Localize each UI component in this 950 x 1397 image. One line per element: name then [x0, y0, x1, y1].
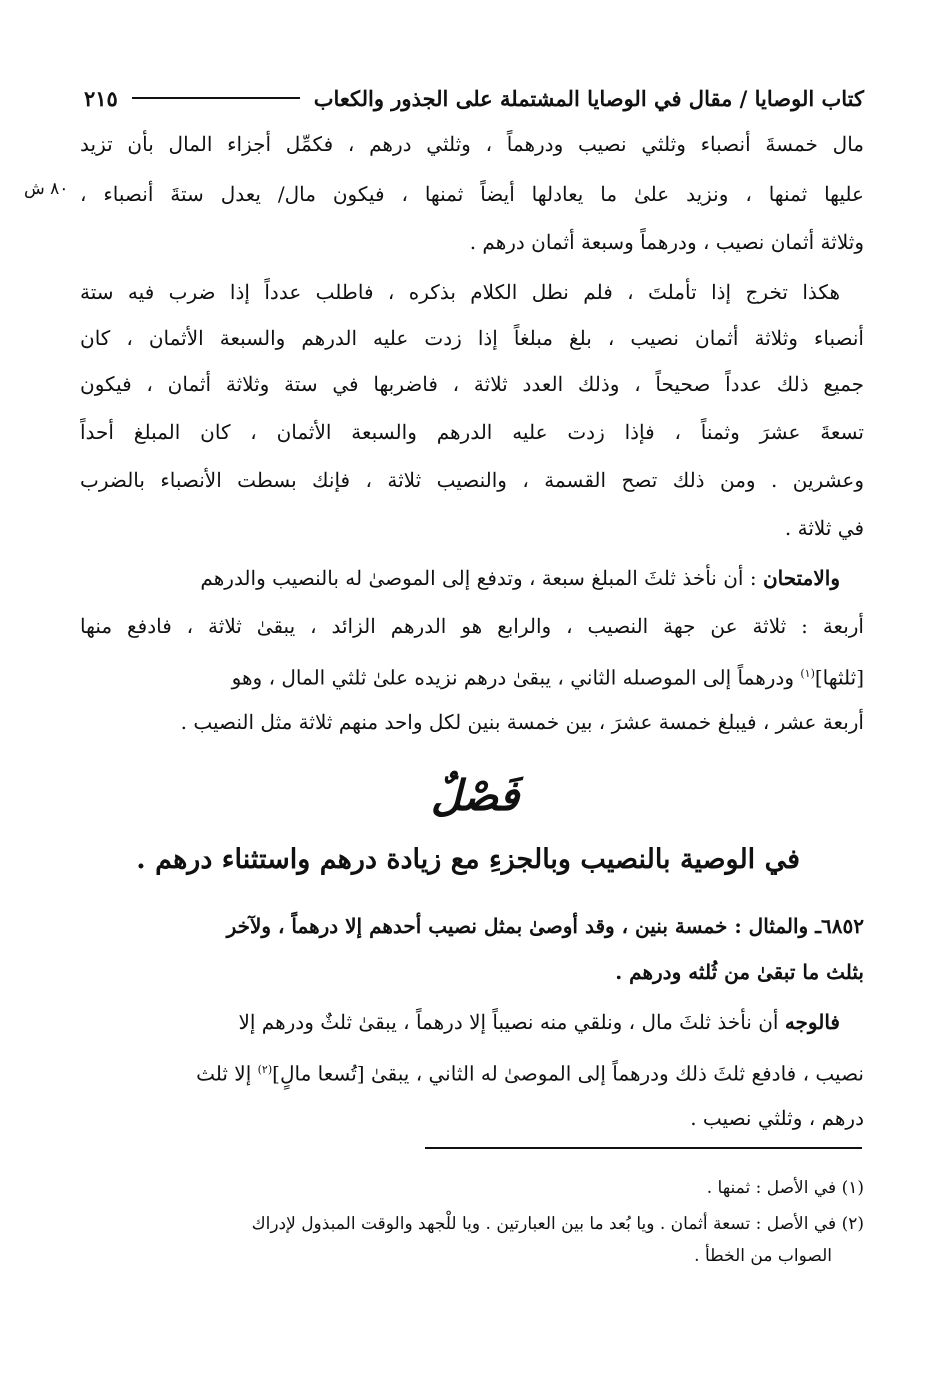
text-line: بثلث ما تبقىٰ من ثُلثه ودرهم .: [615, 960, 864, 984]
lead-word: والامتحان: [762, 566, 840, 590]
text-line: درهم ، وثلثي نصيب .: [690, 1106, 864, 1130]
text-line: وثلاثة أثمان نصيب ، ودرهماً وسبعة أثمان درهم .: [469, 230, 864, 254]
text-line: جميع ذلك عدداً صحيحاً ، وذلك العدد ثلاثة ، فاضربها في ستة وثلاثة أثمان ، فيكون: [80, 372, 864, 396]
header-rule: [132, 97, 300, 99]
text-line: ٦٨٥٢ـ والمثال : خمسة بنين ، وقد أوصىٰ بمثل نصيب أحدهم إلا درهماً ، ولآخر: [226, 914, 864, 938]
text-span: نصيب ، فادفع ثلثَ ذلك ودرهماً إلى الموصىٰ له الثاني ، يبقىٰ [تُسعا مالٍ]: [272, 1061, 864, 1086]
text-line: عليها ثمنها ، ونزيد علىٰ ما يعادلها أيضاً ثمنها ، فيكون مال/ يعدل ستةَ أنصباء ،: [80, 182, 864, 206]
footnote-ref: (٢): [257, 1063, 273, 1076]
text-line: أنصباء وثلاثة أثمان نصيب ، بلغ مبلغاً إذا زدت عليه الدرهم والسبعة الأثمان ، كان: [80, 326, 864, 350]
header-title: كتاب الوصايا / مقال في الوصايا المشتملة على الجذور والكعاب: [313, 85, 864, 111]
text-line: [80, 1048, 864, 1092]
margin-folio-note: ٨٠ ش: [24, 179, 69, 199]
text-line: [80, 556, 840, 600]
text-span: [ثلثها]: [814, 665, 864, 690]
text-line: وعشرين . ومن ذلك تصح القسمة ، والنصيب ثلاثة ، فإنك بسطت الأنصباء بالضرب: [80, 468, 864, 492]
footnote: (٢) في الأصل : تسعة أثمان . ويا بُعد ما بين العبارتين . ويا للْجهد والوقت المبذول لإدراك: [251, 1214, 864, 1234]
fasl-ornament: فَصْلٌ: [430, 770, 520, 820]
text-span: إلا ثلث: [196, 1061, 258, 1086]
lead-word: فالوجه: [784, 1010, 840, 1034]
running-header: [84, 78, 864, 118]
text-line: أربعة عشر ، فيبلغ خمسة عشرَ ، بين خمسة بنين لكل واحد منهم ثلاثة مثل النصيب .: [180, 710, 864, 734]
footnote: (١) في الأصل : ثمنها .: [706, 1178, 864, 1198]
section-title: في الوصية بالنصيب وبالجزءِ مع زيادة درهم واستثناء درهم .: [136, 844, 800, 875]
text-line: أربعة : ثلاثة عن جهة النصيب ، والرابع هو الدرهم الزائد ، يبقىٰ ثلاثة ، فادفع منها: [80, 614, 864, 638]
text-line: مال خمسةَ أنصباء وثلثي نصيب ودرهماً ، وثلثي درهم ، فكمِّل أجزاء المال بأن تزيد: [80, 132, 864, 156]
footnote-ref: (١): [800, 667, 815, 680]
text-line: [80, 652, 864, 696]
text-line: هكذا تخرج إذا تأملتَ ، فلم نطل الكلام بذكره ، فاطلب عدداً إذا ضرب فيه ستة: [80, 280, 840, 304]
footnote-rule: [425, 1147, 862, 1149]
text-line: تسعةَ عشرَ وثمناً ، فإذا زدت عليه الدرهم والسبعة الأثمان ، كان المبلغ أحداً: [80, 420, 864, 444]
footnote: الصواب من الخطأ .: [694, 1246, 832, 1266]
text-span: أن نأخذ ثلثَ مال ، ونلقي منه نصيباً إلا درهماً ، يبقىٰ ثلثٌ ودرهم إلا: [238, 1010, 779, 1034]
text-span: ودرهماً إلى الموصىله الثاني ، يبقىٰ درهم نزيده علىٰ ثلثي المال ، وهو: [231, 665, 801, 690]
page-number: ٢١٥: [84, 85, 118, 111]
text-span: : أن نأخذ ثلثَ المبلغ سبعة ، وتدفع إلى الموصىٰ له بالنصيب والدرهم: [200, 566, 757, 590]
text-line: [80, 1000, 840, 1044]
text-line: في ثلاثة .: [784, 516, 864, 540]
